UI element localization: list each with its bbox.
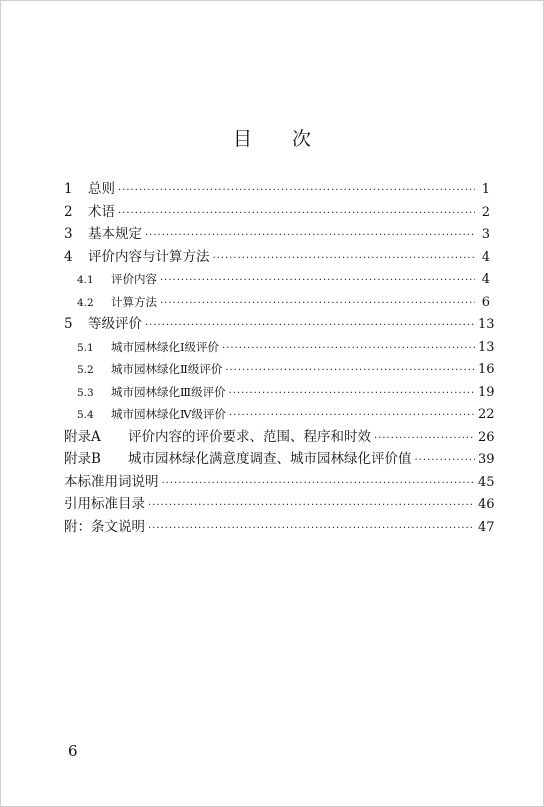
dot-leader bbox=[415, 450, 476, 473]
toc-entry-page: 47 bbox=[478, 519, 495, 535]
toc-entry-1[interactable] bbox=[64, 178, 490, 201]
toc-entry-label: 评价内容与计算方法 bbox=[88, 248, 210, 265]
dot-leader bbox=[162, 473, 476, 496]
toc-entry-4-1[interactable] bbox=[64, 268, 490, 291]
toc-entry-page: 16 bbox=[478, 362, 495, 377]
toc-entry-page: 1 bbox=[481, 182, 490, 197]
toc-entry-number: 4 bbox=[64, 248, 73, 265]
toc-entry-5[interactable] bbox=[64, 313, 495, 336]
dot-leader bbox=[222, 338, 475, 361]
dot-leader bbox=[229, 405, 475, 428]
toc-entry-page: 2 bbox=[481, 204, 490, 220]
toc-entry-label: 城市园林绿化Ⅳ级评价 bbox=[111, 407, 226, 421]
dot-leader bbox=[229, 383, 475, 406]
toc-entry-label: 基本规定 bbox=[88, 226, 142, 242]
toc-entry-appendix-a[interactable] bbox=[64, 426, 495, 449]
toc-title: 目次 bbox=[232, 128, 351, 150]
toc-entry-label: 计算方法 bbox=[111, 294, 157, 309]
toc-entry-page: 46 bbox=[478, 497, 495, 512]
dot-leader bbox=[148, 518, 475, 541]
toc-entry-page: 39 bbox=[478, 452, 495, 467]
toc-entry-explanation[interactable] bbox=[64, 516, 495, 539]
toc-entry-page: 26 bbox=[478, 429, 495, 445]
toc-entry-number: 3 bbox=[64, 226, 73, 242]
toc-entry-page: 6 bbox=[481, 294, 490, 310]
dot-leader bbox=[213, 248, 476, 271]
toc-entry-label: 术语 bbox=[88, 203, 115, 220]
toc-entry-5-1[interactable] bbox=[64, 336, 495, 359]
toc-entry-page: 45 bbox=[478, 474, 495, 490]
toc-entry-number: 2 bbox=[64, 203, 73, 220]
dot-leader bbox=[374, 428, 475, 451]
toc-entry-label: 评价内容 bbox=[111, 272, 157, 286]
dot-leader bbox=[148, 495, 475, 518]
toc-entry-label: 总则 bbox=[88, 181, 115, 197]
toc-entry-label: 城市园林绿化Ⅰ级评价 bbox=[111, 339, 220, 354]
toc-entry-page: 13 bbox=[478, 317, 495, 332]
dot-leader bbox=[118, 203, 475, 226]
dot-leader bbox=[225, 360, 475, 383]
toc-entry-label: 等级评价 bbox=[88, 316, 142, 332]
toc-entry-4[interactable] bbox=[64, 246, 490, 269]
toc-entry-label: 城市园林绿化满意度调查、城市园林绿化评价值 bbox=[128, 451, 412, 467]
toc-entry-wording[interactable] bbox=[64, 471, 495, 494]
toc-entry-page: 13 bbox=[478, 339, 495, 355]
dot-leader bbox=[145, 315, 475, 338]
toc-entry-page: 4 bbox=[481, 249, 490, 265]
dot-leader bbox=[118, 180, 475, 203]
toc-entry-5-3[interactable] bbox=[64, 381, 495, 404]
toc-entry-number: 附录A bbox=[64, 428, 101, 445]
toc-entry-number: 5.1 bbox=[77, 341, 94, 354]
toc-entry-number: 4.2 bbox=[77, 296, 94, 309]
toc-entry-5-4[interactable] bbox=[64, 403, 495, 426]
toc-entry-5-2[interactable] bbox=[64, 358, 495, 381]
toc-entry-2[interactable] bbox=[64, 201, 490, 224]
toc-entry-number: 5.3 bbox=[77, 386, 94, 399]
toc-entry-number: 附录B bbox=[64, 451, 101, 467]
toc-entry-label: 附：条文说明 bbox=[64, 518, 145, 535]
toc-entry-label: 城市园林绿化Ⅱ级评价 bbox=[111, 362, 223, 376]
toc-entry-label: 评价内容的评价要求、范围、程序和时效 bbox=[128, 428, 371, 445]
toc-entry-number: 4.1 bbox=[77, 274, 94, 286]
toc-entry-page: 22 bbox=[478, 407, 495, 422]
toc-entry-page: 19 bbox=[478, 384, 495, 400]
toc-entry-number: 1 bbox=[64, 181, 73, 197]
toc-entry-page: 4 bbox=[481, 272, 490, 287]
dot-leader bbox=[160, 270, 475, 293]
toc-entry-number: 5.4 bbox=[77, 409, 94, 421]
toc-entry-page: 3 bbox=[481, 227, 490, 242]
toc-entry-appendix-b[interactable] bbox=[64, 448, 495, 471]
toc-entry-label: 本标准用词说明 bbox=[64, 473, 159, 490]
page-number: 6 bbox=[68, 742, 78, 760]
toc-entry-label: 引用标准目录 bbox=[64, 496, 145, 512]
toc-entry-4-2[interactable] bbox=[64, 291, 490, 314]
table-of-contents bbox=[64, 178, 495, 538]
toc-entry-references[interactable] bbox=[64, 493, 495, 516]
toc-entry-label: 城市园林绿化Ⅲ级评价 bbox=[111, 384, 226, 399]
dot-leader bbox=[145, 225, 475, 248]
toc-entry-3[interactable] bbox=[64, 223, 490, 246]
toc-entry-number: 5.2 bbox=[77, 364, 94, 376]
toc-entry-number: 5 bbox=[64, 316, 73, 332]
dot-leader bbox=[160, 293, 475, 316]
